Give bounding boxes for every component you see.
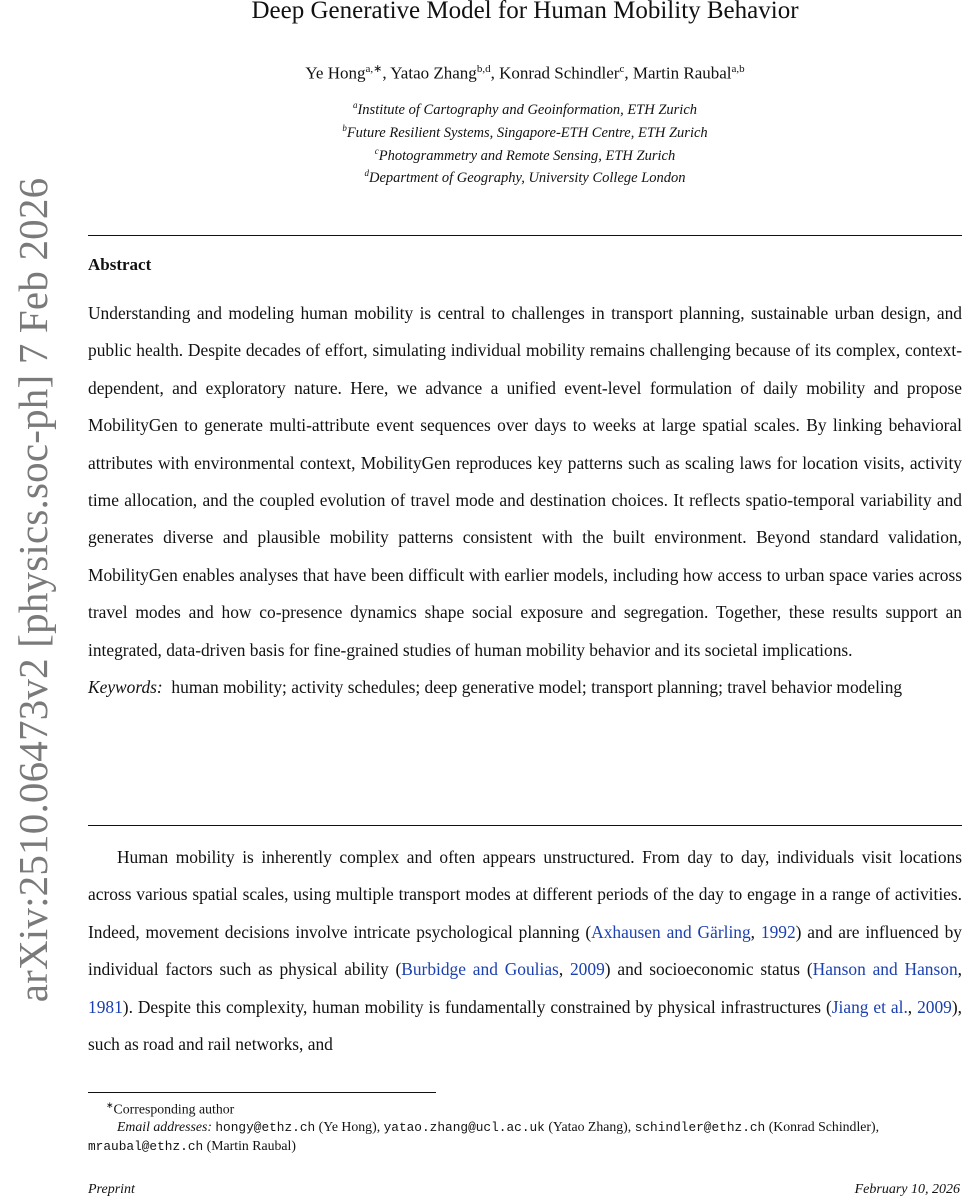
footer-preprint-label: Preprint xyxy=(88,1182,135,1197)
email-label: Email addresses: xyxy=(117,1119,212,1135)
citation-year-link[interactable]: 1981 xyxy=(88,996,123,1017)
author-affiliation-mark: c xyxy=(619,63,625,75)
affiliation: $^a$Institute of Cartography and Geoinformation, ETH Zurich xyxy=(352,100,698,118)
citation-link[interactable]: Burbidge and Goulias xyxy=(401,959,559,980)
author-name: Yatao Zhang xyxy=(390,63,477,83)
author-affiliation-mark: a,b xyxy=(731,63,745,75)
citation-year-link[interactable]: 1992 xyxy=(760,921,796,942)
intro-paragraph: Human mobility is inherently complex and often appears unstructured. From day to day, individuals visit locations across various spatial scales, using multiple transport modes at different periods of the day to engage in a range of activities. Indeed, movement decisions involve intricate psychological planning (Axhausen and Gärling, 1992) and are influenced by individual factors such as physical ability (Burbidge and Goulias, 2009) and socioeconomic status (Hanson and Hanson, 1981). Despite this complexity, human mobility is fundamentally constrained by physical infrastructures (Jiang et al., 2009), such as road and rail networks, and xyxy=(88,847,962,1055)
abstract-top-rule xyxy=(88,235,962,236)
footnotes xyxy=(88,1097,962,1155)
citation-link[interactable]: Jiang et al. xyxy=(831,996,908,1017)
abstract-text: Understanding and modeling human mobility is central to challenges in transport planning, sustainable urban design, and public health. Despite decades of effort, simulating individual mobility remains challenging because of its complex, context-dependent, and exploratory nature. Here, we advance a unified event-level formulation of daily mobility and propose MobilityGen to generate multi-attribute event sequences over days to weeks at large spatial scales. By linking behavioral attributes with environmental context, MobilityGen reproduces key patterns such as scaling laws for location visits, activity time allocation, and the coupled evolution of travel mode and destination choices. It reflects spatio-temporal variability and generates diverse and plausible mobility patterns consistent with the built environment. Beyond standard validation, MobilityGen enables analyses that have been difficult with earlier models, including how access to urban space varies across travel modes and how co-presence dynamics shape social exposure and segregation. Together, these results support an integrated, data-driven basis for fine-grained studies of human mobility behavior and its societal implications. xyxy=(88,303,962,660)
email-address[interactable]: schindler@ethz.ch xyxy=(634,1120,766,1136)
author-list: Ye Hong$^{a,∗}$, Yatao Zhang$^{b,d}$, Konrad Schindler$^c$, Martin Raubal$^{a,b}$ xyxy=(305,63,745,83)
footnote-rule xyxy=(88,1092,436,1093)
abstract-body xyxy=(88,295,962,706)
corresponding-author-note: ∗Corresponding author xyxy=(106,1100,235,1117)
abstract-bottom-rule xyxy=(88,825,962,826)
abstract-heading: Abstract xyxy=(88,255,152,274)
citation-link[interactable]: Axhausen and Gärling xyxy=(591,921,751,942)
email-addresses-note: Email addresses: hongy@ethz.ch (Ye Hong), yatao.zhang@ucl.ac.uk (Yatao Zhang), schindler@ethz.ch (Konrad Schindler), xyxy=(117,1119,880,1136)
email-address[interactable]: mraubal@ethz.ch xyxy=(88,1138,204,1154)
citation-year-link[interactable]: 2009 xyxy=(917,996,952,1017)
paper-title: Deep Generative Model for Human Mobility Behavior xyxy=(251,0,799,24)
author-affiliation-mark: a,∗ xyxy=(365,63,383,75)
author-name: Konrad Schindler xyxy=(499,63,620,83)
author-name: Ye Hong xyxy=(305,63,366,83)
keywords-text: human mobility; activity schedules; deep generative model; transport planning; travel behavior modeling xyxy=(171,677,903,698)
keywords-label: Keywords: xyxy=(88,677,163,698)
affiliation: $^d$Department of Geography, University College London xyxy=(364,168,686,187)
citation-link[interactable]: Hanson and Hanson xyxy=(812,959,958,980)
author-affiliation-mark: b,d xyxy=(476,63,491,75)
arxiv-identifier: arXiv:2510.06473v2 [physics.soc-ph] 7 Feb 2026 xyxy=(10,177,56,1003)
affiliation: $^b$Future Resilient Systems, Singapore-ETH Centre, ETH Zurich xyxy=(342,122,708,141)
affiliation-list xyxy=(88,96,962,187)
email-address[interactable]: yatao.zhang@ucl.ac.uk xyxy=(383,1120,545,1136)
email-addresses-note-cont: mraubal@ethz.ch (Martin Raubal) xyxy=(88,1137,296,1154)
author-name: Martin Raubal xyxy=(632,63,732,83)
affiliation: $^c$Photogrammetry and Remote Sensing, ETH Zurich xyxy=(374,145,676,164)
arxiv-sidebar xyxy=(0,0,60,1010)
footer-date: February 10, 2026 xyxy=(854,1182,960,1197)
citation-year-link[interactable]: 2009 xyxy=(569,959,605,980)
email-address[interactable]: hongy@ethz.ch xyxy=(215,1120,316,1136)
